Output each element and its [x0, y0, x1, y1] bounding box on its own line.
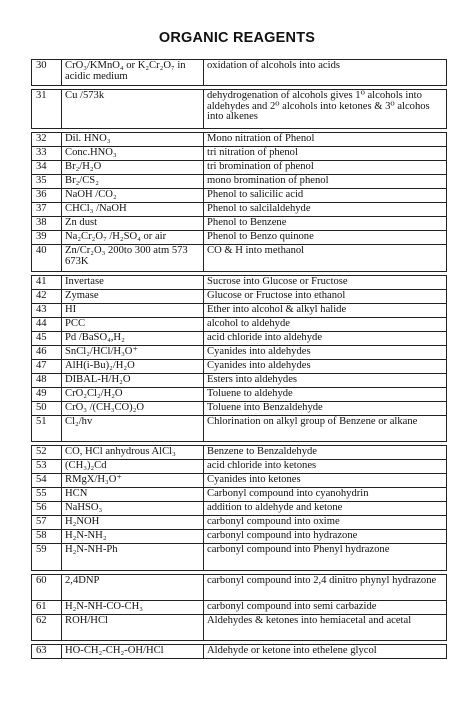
use-cell: carbonyl compound into Phenyl hydrazone — [204, 544, 447, 571]
row-number: 35 — [32, 175, 62, 189]
reagent-cell: Zymase — [62, 290, 204, 304]
use-cell: Chlorination on alkyl group of Benzene or alkane — [204, 416, 447, 442]
use-cell: Aldehydes & ketones into hemiacetal and acetal — [204, 615, 447, 641]
table-row — [32, 161, 447, 175]
row-number: 60 — [32, 575, 62, 601]
row-number: 54 — [32, 474, 62, 488]
use-cell: Esters into aldehydes — [204, 374, 447, 388]
row-number: 56 — [32, 502, 62, 516]
use-cell: Phenol to Benzo quinone — [204, 231, 447, 245]
use-cell: CO & H into methanol — [204, 245, 447, 272]
reagent-cell: HO-CH₂-CH₂-OH/HCl — [62, 645, 204, 659]
reagents-table — [31, 59, 447, 659]
reagent-cell: ROH/HCl — [62, 615, 204, 641]
reagent-cell: Conc.HNO₃ — [62, 147, 204, 161]
use-cell: carbonyl compound into 2,4 dinitro phynyl hydrazone — [204, 575, 447, 601]
reagent-cell: Invertase — [62, 276, 204, 290]
table-row — [32, 217, 447, 231]
use-cell: carbonyl compound into semi carbazide — [204, 601, 447, 615]
use-cell: Phenol to salicilic acid — [204, 189, 447, 203]
row-number: 51 — [32, 416, 62, 442]
table-row — [32, 474, 447, 488]
reagent-cell: CrO₂Cl₂/H₂O — [62, 388, 204, 402]
row-number: 57 — [32, 516, 62, 530]
use-cell: tri nitration of phenol — [204, 147, 447, 161]
row-number: 52 — [32, 446, 62, 460]
row-number: 55 — [32, 488, 62, 502]
table-row — [32, 133, 447, 147]
use-cell: mono bromination of phenol — [204, 175, 447, 189]
row-number: 36 — [32, 189, 62, 203]
row-number: 38 — [32, 217, 62, 231]
reagent-cell: Br₂/CS₂ — [62, 175, 204, 189]
table-row — [32, 318, 447, 332]
page-title: ORGANIC REAGENTS — [158, 30, 316, 46]
table-row — [32, 60, 447, 86]
table-row — [32, 488, 447, 502]
reagent-cell: Br₂/H₂O — [62, 161, 204, 175]
table-row — [32, 360, 447, 374]
row-number: 48 — [32, 374, 62, 388]
reagent-cell: AlH(i-Bu)₂/H₂O — [62, 360, 204, 374]
reagent-cell: Pd /BaSO₄,H₂ — [62, 332, 204, 346]
table-row — [32, 147, 447, 161]
use-cell: acid chloride into aldehyde — [204, 332, 447, 346]
table-row — [32, 304, 447, 318]
reagent-cell: H₂N-NH-CO-CH₃ — [62, 601, 204, 615]
table-row — [32, 374, 447, 388]
reagent-cell: HCN — [62, 488, 204, 502]
row-number: 62 — [32, 615, 62, 641]
reagent-cell: (CH₃)₂Cd — [62, 460, 204, 474]
table-row — [32, 544, 447, 571]
use-cell: Sucrose into Glucose or Fructose — [204, 276, 447, 290]
reagent-cell: PCC — [62, 318, 204, 332]
row-number: 30 — [32, 60, 62, 86]
row-number: 43 — [32, 304, 62, 318]
table-row — [32, 601, 447, 615]
reagent-cell: H₂N-NH₂ — [62, 530, 204, 544]
table-row — [32, 615, 447, 641]
use-cell: Glucose or Fructose into ethanol — [204, 290, 447, 304]
table-row — [32, 402, 447, 416]
reagent-cell: Cu /573k — [62, 90, 204, 129]
row-number: 61 — [32, 601, 62, 615]
reagent-cell: H₂NOH — [62, 516, 204, 530]
reagent-cell: DIBAL-H/H₂O — [62, 374, 204, 388]
row-number: 63 — [32, 645, 62, 659]
reagent-cell: Na₂Cr₂O₇ /H₂SO₄ or air — [62, 231, 204, 245]
reagent-cell: SnCl₂/HCl/H₃O⁺ — [62, 346, 204, 360]
use-cell: Phenol to Benzene — [204, 217, 447, 231]
reagent-cell: Zn dust — [62, 217, 204, 231]
reagent-cell: CrO₃ /(CH₃CO)₂O — [62, 402, 204, 416]
row-number: 58 — [32, 530, 62, 544]
row-number: 34 — [32, 161, 62, 175]
reagents-table-body — [32, 60, 447, 659]
row-number: 31 — [32, 90, 62, 129]
table-row — [32, 530, 447, 544]
reagent-cell: RMgX/H₃O⁺ — [62, 474, 204, 488]
table-row — [32, 203, 447, 217]
use-cell: Toluene to aldehyde — [204, 388, 447, 402]
reagent-cell: Cl₂/hv — [62, 416, 204, 442]
use-cell: tri bromination of phenol — [204, 161, 447, 175]
table-row — [32, 346, 447, 360]
table-row — [32, 245, 447, 272]
use-cell: Toluene into Benzaldehyde — [204, 402, 447, 416]
row-number: 39 — [32, 231, 62, 245]
row-number: 49 — [32, 388, 62, 402]
row-number: 45 — [32, 332, 62, 346]
use-cell: Phenol to salcilaldehyde — [204, 203, 447, 217]
row-number: 44 — [32, 318, 62, 332]
reagent-cell: NaHSO₃ — [62, 502, 204, 516]
use-cell: carbonyl compound into hydrazone — [204, 530, 447, 544]
use-cell: Mono nitration of Phenol — [204, 133, 447, 147]
use-cell: Carbonyl compound into cyanohydrin — [204, 488, 447, 502]
reagent-cell: NaOH /CO₂ — [62, 189, 204, 203]
table-row — [32, 460, 447, 474]
table-row — [32, 332, 447, 346]
table-row — [32, 290, 447, 304]
use-cell: oxidation of alcohols into acids — [204, 60, 447, 86]
table-row — [32, 446, 447, 460]
use-cell: Cyanides into ketones — [204, 474, 447, 488]
row-number: 32 — [32, 133, 62, 147]
use-cell: carbonyl compound into oxime — [204, 516, 447, 530]
table-row — [32, 388, 447, 402]
use-cell: Aldehyde or ketone into ethelene glycol — [204, 645, 447, 659]
table-row — [32, 502, 447, 516]
reagent-cell: HI — [62, 304, 204, 318]
table-row — [32, 416, 447, 442]
use-cell: acid chloride into ketones — [204, 460, 447, 474]
reagent-cell: H₂N-NH-Ph — [62, 544, 204, 571]
row-number: 47 — [32, 360, 62, 374]
use-cell: Cyanides into aldehydes — [204, 360, 447, 374]
row-number: 40 — [32, 245, 62, 272]
reagent-cell: CO, HCl anhydrous AlCl₃ — [62, 446, 204, 460]
table-row — [32, 175, 447, 189]
row-number: 41 — [32, 276, 62, 290]
row-number: 50 — [32, 402, 62, 416]
use-cell: Benzene to Benzaldehyde — [204, 446, 447, 460]
use-cell: addition to aldehyde and ketone — [204, 502, 447, 516]
row-number: 53 — [32, 460, 62, 474]
row-number: 59 — [32, 544, 62, 571]
row-number: 33 — [32, 147, 62, 161]
table-row — [32, 276, 447, 290]
reagent-cell: 2,4DNP — [62, 575, 204, 601]
table-row — [32, 90, 447, 129]
table-row — [32, 575, 447, 601]
reagent-cell: CHCl₃ /NaOH — [62, 203, 204, 217]
use-cell: alcohol to aldehyde — [204, 318, 447, 332]
reagent-cell: Zn/Cr₂O₃ 200to 300 atm 573 673K — [62, 245, 204, 272]
use-cell: Ether into alcohol & alkyl halide — [204, 304, 447, 318]
table-row — [32, 516, 447, 530]
row-number: 42 — [32, 290, 62, 304]
use-cell: dehydrogenation of alcohols gives 1⁰ alcohols into aldehydes and 2⁰ alcohols into ketones & 3⁰ alcohos into alkenes — [204, 90, 447, 129]
table-row — [32, 231, 447, 245]
use-cell: Cyanides into aldehydes — [204, 346, 447, 360]
reagent-cell: CrO₃/KMnO₄ or K₂Cr₂O₇ in acidic medium — [62, 60, 204, 86]
row-number: 46 — [32, 346, 62, 360]
table-row — [32, 645, 447, 659]
reagent-cell: Dil. HNO₃ — [62, 133, 204, 147]
table-row — [32, 189, 447, 203]
row-number: 37 — [32, 203, 62, 217]
